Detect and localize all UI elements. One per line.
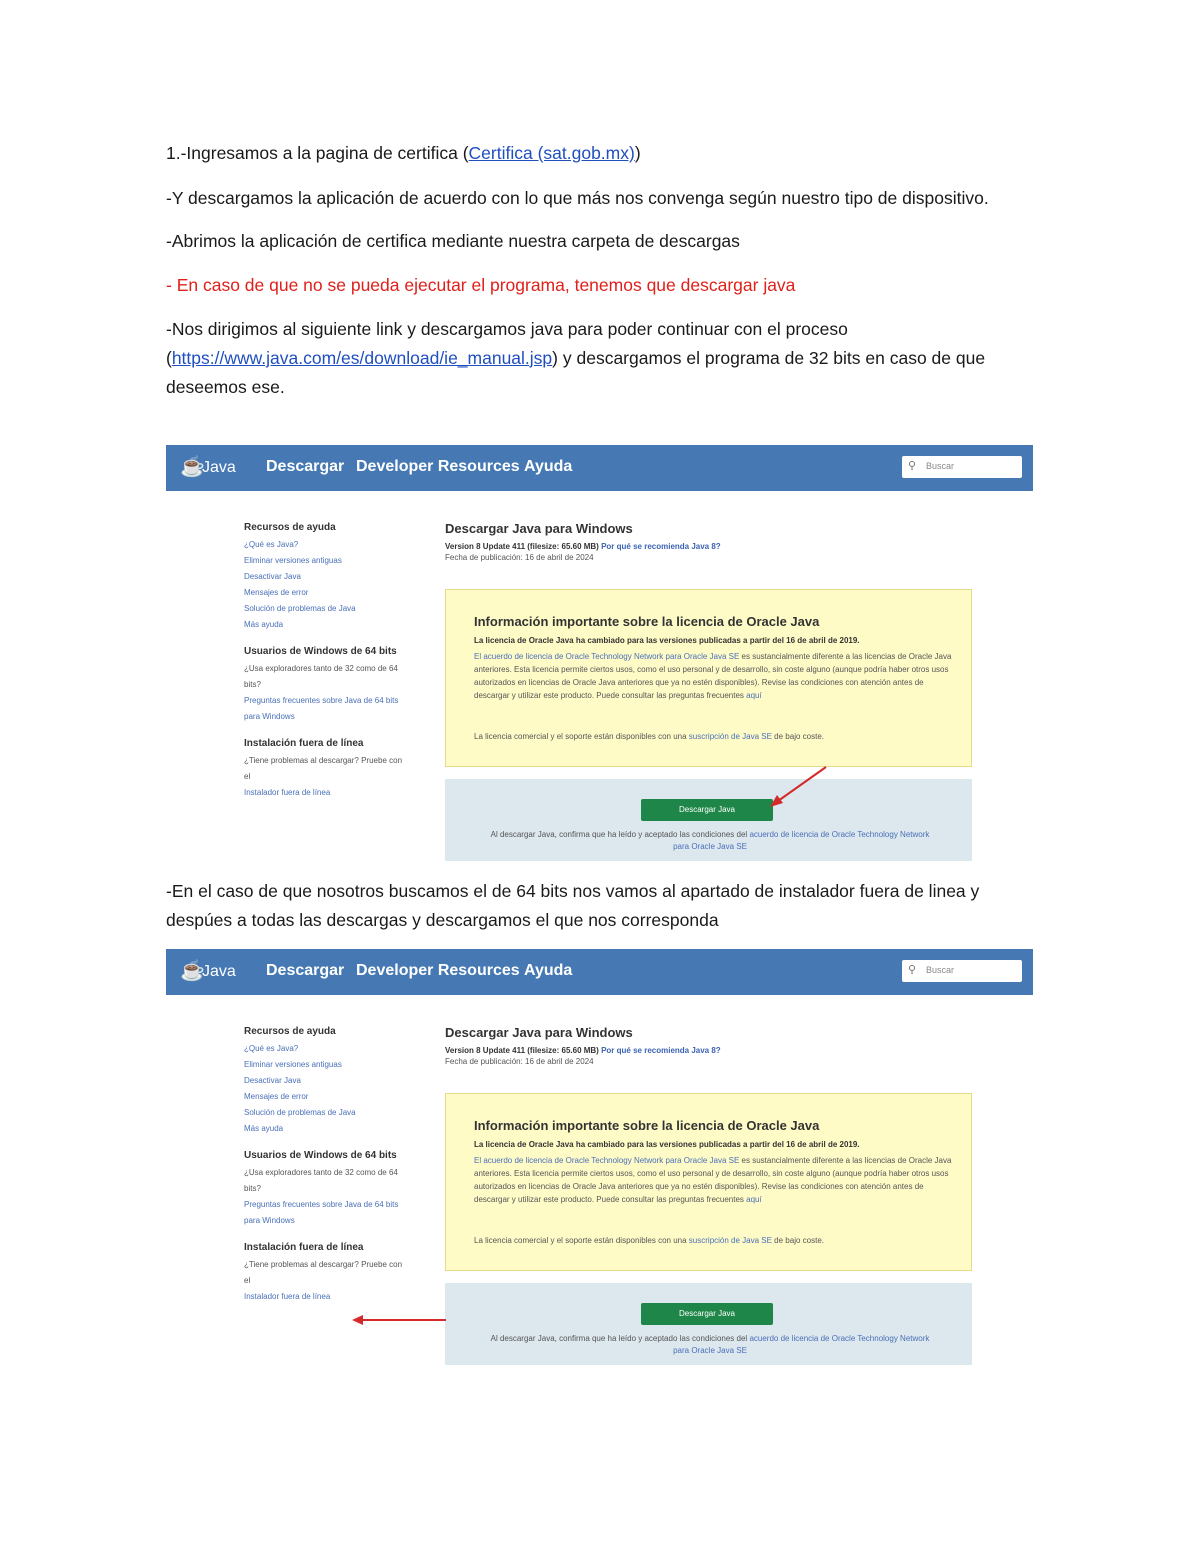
coffee-cup-icon: ☕	[180, 960, 205, 982]
download-java-button[interactable]: Descargar Java	[641, 799, 773, 821]
offline-text: ¿Tiene problemas al descargar? Pruebe con el	[244, 1260, 403, 1285]
help-link-what-is-java[interactable]: ¿Qué es Java?	[244, 1044, 299, 1053]
help-link-more[interactable]: Más ayuda	[244, 1124, 284, 1133]
offline-heading: Instalación fuera de línea	[244, 738, 364, 749]
download-instruction: -Y descargamos la aplicación de acuerdo con lo que más nos convenga según nuestro tipo de dispositivo.	[166, 188, 989, 208]
java-download-link[interactable]: https://www.java.com/es/download/ie_manual.jsp	[171, 348, 553, 368]
help-link-disable[interactable]: Desactivar Java	[244, 1076, 301, 1085]
coffee-cup-icon: ☕	[180, 456, 205, 478]
help-sidebar	[244, 521, 404, 813]
help-sidebar	[244, 1025, 404, 1317]
subscription-link[interactable]: suscripción de Java SE	[688, 732, 772, 741]
java-logo[interactable]: ☕ Java	[180, 456, 236, 478]
license-notice	[445, 589, 972, 767]
nav-ayuda[interactable]: Ayuda	[524, 458, 573, 475]
win64-heading: Usuarios de Windows de 64 bits	[244, 646, 397, 657]
instructions-intro	[166, 139, 1036, 402]
offline-installer-link[interactable]: Instalador fuera de línea	[244, 1292, 331, 1301]
download-header	[445, 521, 975, 563]
search-icon: ⚲	[908, 460, 917, 472]
win64-faq-link[interactable]: Preguntas frecuentes sobre Java de 64 bits para Windows	[244, 696, 399, 721]
help-link-more[interactable]: Más ayuda	[244, 620, 284, 629]
license-change-note: La licencia de Oracle Java ha cambiado para las versiones publicadas a partir del 16 de abril de 2019.	[474, 1140, 860, 1149]
help-link-errors[interactable]: Mensajes de error	[244, 588, 309, 597]
page-title: Descargar Java para Windows	[445, 1025, 633, 1040]
win64-faq-link[interactable]: Preguntas frecuentes sobre Java de 64 bits para Windows	[244, 1200, 399, 1225]
download-header	[445, 1025, 975, 1067]
version-info: Version 8 Update 411 (filesize: 65.60 MB) Por qué se recomienda Java 8?	[445, 1046, 721, 1055]
license-notice	[445, 1093, 972, 1271]
java-instruction: -Nos dirigimos al siguiente link y descargamos java para poder continuar con el proceso (https://www.java.com/es/download/ie_manual.jsp) y descargamos el programa de 32 bits en caso de que deseemos ese.	[166, 319, 986, 397]
win64-text: ¿Usa exploradores tanto de 32 como de 64 bits?	[244, 664, 398, 689]
step-1: 1.-Ingresamos a la pagina de certifica (Certifica (sat.gob.mx))	[166, 143, 641, 163]
download-java-button[interactable]: Descargar Java	[641, 1303, 773, 1325]
java-logo[interactable]: ☕ Java	[180, 960, 236, 982]
search-input[interactable]: ⚲ Buscar	[902, 456, 1022, 478]
download-box	[445, 779, 972, 861]
warning-instruction: - En caso de que no se pueda ejecutar el programa, tenemos que descargar java	[166, 275, 796, 295]
faq-link[interactable]: aquí	[746, 1195, 762, 1204]
download-note: Al descargar Java, confirma que ha leído y aceptado las condiciones del acuerdo de licencia de Oracle Technology Network para Oracle Java SE	[490, 1334, 930, 1355]
help-link-what-is-java[interactable]: ¿Qué es Java?	[244, 540, 299, 549]
java-screenshot-1	[166, 445, 1033, 861]
nav-ayuda[interactable]: Ayuda	[524, 962, 573, 979]
win64-text: ¿Usa exploradores tanto de 32 como de 64 bits?	[244, 1168, 398, 1193]
otn-license-link[interactable]: acuerdo de licencia de Oracle Technology Network para Oracle Java SE	[673, 1334, 930, 1355]
offline-text: ¿Tiene problemas al descargar? Pruebe con el	[244, 756, 403, 781]
win64-heading: Usuarios de Windows de 64 bits	[244, 1150, 397, 1161]
publication-date: Fecha de publicación: 16 de abril de 2024	[445, 553, 594, 562]
nav-developer-resources[interactable]: Developer Resources	[356, 458, 520, 475]
instructions-64bit	[166, 877, 1036, 935]
faq-link[interactable]: aquí	[746, 691, 762, 700]
license-title: Información importante sobre la licencia de Oracle Java	[474, 614, 820, 629]
help-link-troubleshoot[interactable]: Solución de problemas de Java	[244, 1108, 356, 1117]
help-link-troubleshoot[interactable]: Solución de problemas de Java	[244, 604, 356, 613]
why-java8-link[interactable]: Por qué se recomienda Java 8?	[601, 1046, 721, 1055]
page-title: Descargar Java para Windows	[445, 521, 633, 536]
search-icon: ⚲	[908, 964, 917, 976]
license-body: El acuerdo de licencia de Oracle Technology Network para Oracle Java SE es sustancialmente diferente a las licencias de Oracle Java anteriores. Esta licencia permite ciertos usos, como el uso personal y de desarrollo, sin coste alguno (aunque podría haber otros usos autorizados en licencias de Oracle Java anteriores que ya no estén disponibles). Revise las condiciones con atención antes de descargar y utilizar este producto. Puede consultar las preguntas frecuentes aquí	[474, 1156, 952, 1204]
offline-instruction: -En el caso de que nosotros buscamos el de 64 bits nos vamos al apartado de instalador fuera de linea y despúes a todas las descargas y descargamos el que nos corresponda	[166, 881, 980, 930]
license-agreement-link[interactable]: El acuerdo de licencia de Oracle Technology Network para Oracle Java SE	[474, 1156, 740, 1165]
certifica-link[interactable]: Certifica (sat.gob.mx)	[468, 143, 635, 163]
java-screenshot-2	[166, 949, 1033, 1365]
otn-license-link[interactable]: acuerdo de licencia de Oracle Technology Network para Oracle Java SE	[673, 830, 930, 851]
nav-developer-resources[interactable]: Developer Resources	[356, 962, 520, 979]
download-box	[445, 1283, 972, 1365]
license-title: Información importante sobre la licencia de Oracle Java	[474, 1118, 820, 1133]
help-link-errors[interactable]: Mensajes de error	[244, 1092, 309, 1101]
help-heading: Recursos de ayuda	[244, 522, 336, 533]
offline-installer-link[interactable]: Instalador fuera de línea	[244, 788, 331, 797]
open-instruction: -Abrimos la aplicación de certifica mediante nuestra carpeta de descargas	[166, 231, 740, 251]
java-nav-bar	[166, 445, 1033, 491]
why-java8-link[interactable]: Por qué se recomienda Java 8?	[601, 542, 721, 551]
search-input[interactable]: ⚲ Buscar	[902, 960, 1022, 982]
help-link-remove-old[interactable]: Eliminar versiones antiguas	[244, 1060, 342, 1069]
download-note: Al descargar Java, confirma que ha leído y aceptado las condiciones del acuerdo de licencia de Oracle Technology Network para Oracle Java SE	[490, 830, 930, 851]
license-agreement-link[interactable]: El acuerdo de licencia de Oracle Technology Network para Oracle Java SE	[474, 652, 740, 661]
subscription-link[interactable]: suscripción de Java SE	[688, 1236, 772, 1245]
help-link-disable[interactable]: Desactivar Java	[244, 572, 301, 581]
help-link-remove-old[interactable]: Eliminar versiones antiguas	[244, 556, 342, 565]
help-heading: Recursos de ayuda	[244, 1026, 336, 1037]
nav-descargar[interactable]: Descargar	[266, 962, 345, 979]
nav-descargar[interactable]: Descargar	[266, 458, 345, 475]
license-footer: La licencia comercial y el soporte están disponibles con una suscripción de Java SE de bajo coste.	[474, 1236, 824, 1245]
java-nav-bar	[166, 949, 1033, 995]
publication-date: Fecha de publicación: 16 de abril de 2024	[445, 1057, 594, 1066]
license-footer: La licencia comercial y el soporte están disponibles con una suscripción de Java SE de bajo coste.	[474, 732, 824, 741]
offline-heading: Instalación fuera de línea	[244, 1242, 364, 1253]
license-change-note: La licencia de Oracle Java ha cambiado para las versiones publicadas a partir del 16 de abril de 2019.	[474, 636, 860, 645]
license-body: El acuerdo de licencia de Oracle Technology Network para Oracle Java SE es sustancialmente diferente a las licencias de Oracle Java anteriores. Esta licencia permite ciertos usos, como el uso personal y de desarrollo, sin coste alguno (aunque podría haber otros usos autorizados en licencias de Oracle Java anteriores que ya no estén disponibles). Revise las condiciones con atención antes de descargar y utilizar este producto. Puede consultar las preguntas frecuentes aquí	[474, 652, 952, 700]
version-info: Version 8 Update 411 (filesize: 65.60 MB) Por qué se recomienda Java 8?	[445, 542, 721, 551]
